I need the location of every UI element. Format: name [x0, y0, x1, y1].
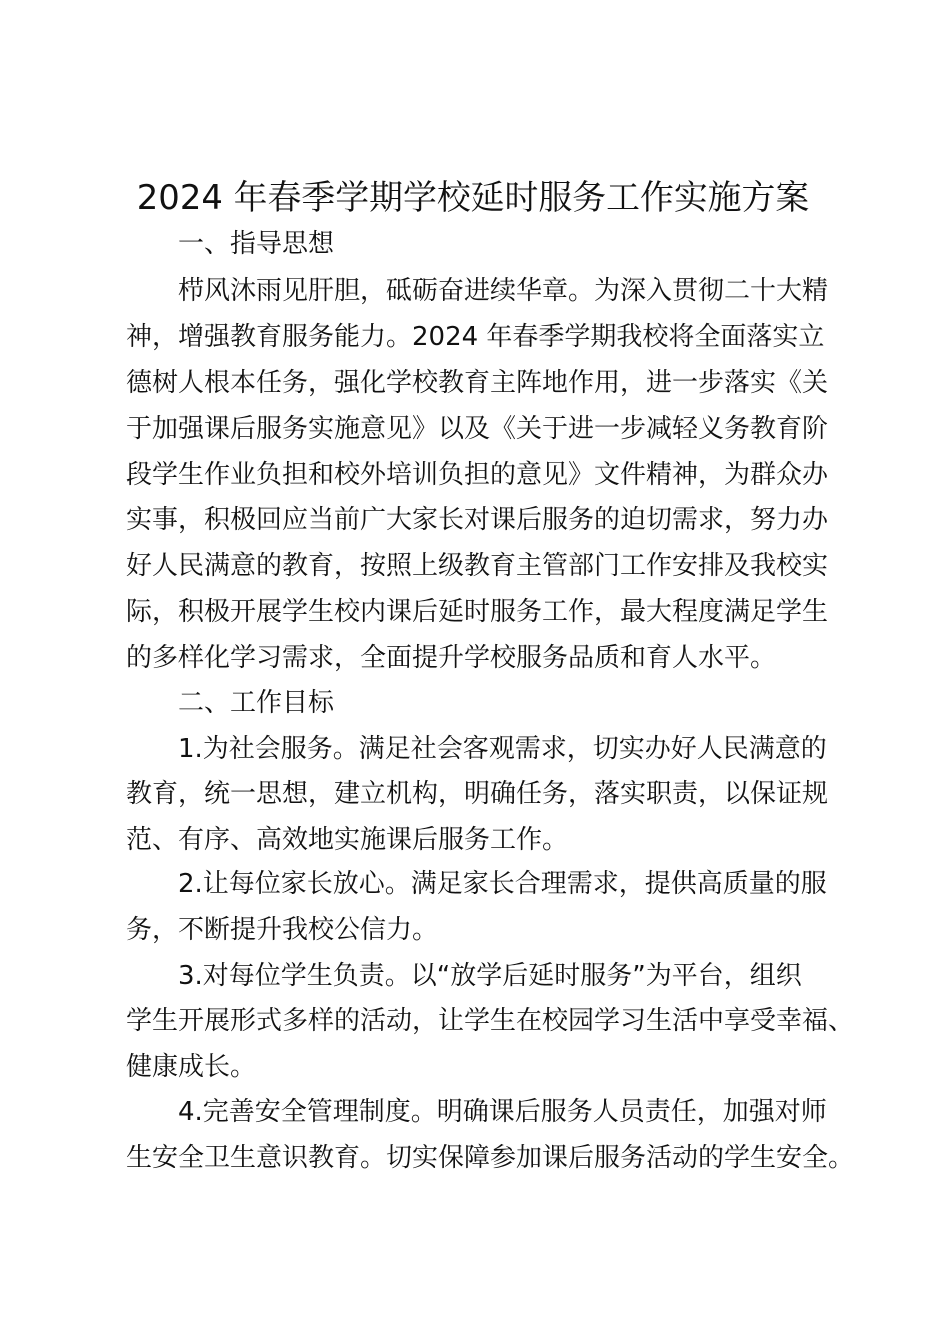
paragraph-line: 3.对每位学生负责。以“放学后延时服务”为平台，组织: [178, 961, 802, 991]
section-heading-guiding-ideology: 一、指导思想: [178, 229, 335, 259]
paragraph-line: 的多样化学习需求，全面提升学校服务品质和育人水平。: [126, 643, 777, 673]
paragraph-line: 范、有序、高效地实施课后服务工作。: [126, 825, 569, 855]
paragraph-line: 栉风沐雨见肝胆，砥砺奋进续华章。为深入贯彻二十大精: [178, 276, 829, 306]
paragraph-line: 健康成长。: [126, 1052, 257, 1082]
paragraph-line: 学生开展形式多样的活动，让学生在校园学习生活中享受幸福、: [126, 1006, 855, 1036]
paragraph-line: 际，积极开展学生校内课后延时服务工作，最大程度满足学生: [126, 597, 829, 627]
paragraph-line: 生安全卫生意识教育。切实保障参加课后服务活动的学生安全。: [126, 1143, 855, 1173]
section-heading-work-goals: 二、工作目标: [178, 688, 335, 718]
paragraph-line: 2.让每位家长放心。满足家长合理需求，提供高质量的服: [178, 869, 827, 899]
paragraph-line: 实事，积极回应当前广大家长对课后服务的迫切需求，努力办: [126, 505, 829, 535]
paragraph-line: 段学生作业负担和校外培训负担的意见》文件精神，为群众办: [126, 460, 829, 490]
paragraph-line: 教育，统一思想，建立机构，明确任务，落实职责，以保证规: [126, 779, 829, 809]
paragraph-line: 好人民满意的教育，按照上级教育主管部门工作安排及我校实: [126, 551, 829, 581]
document-title: 2024 年春季学期学校延时服务工作实施方案: [136, 178, 810, 218]
paragraph-line: 神，增强教育服务能力。2024 年春季学期我校将全面落实立: [126, 322, 825, 352]
paragraph-line: 1.为社会服务。满足社会客观需求，切实办好人民满意的: [178, 734, 827, 764]
paragraph-line: 德树人根本任务，强化学校教育主阵地作用，进一步落实《关: [126, 368, 829, 398]
paragraph-line: 务，不断提升我校公信力。: [126, 915, 439, 945]
paragraph-line: 4.完善安全管理制度。明确课后服务人员责任，加强对师: [178, 1097, 827, 1127]
paragraph-line: 于加强课后服务实施意见》以及《关于进一步减轻义务教育阶: [126, 414, 829, 444]
